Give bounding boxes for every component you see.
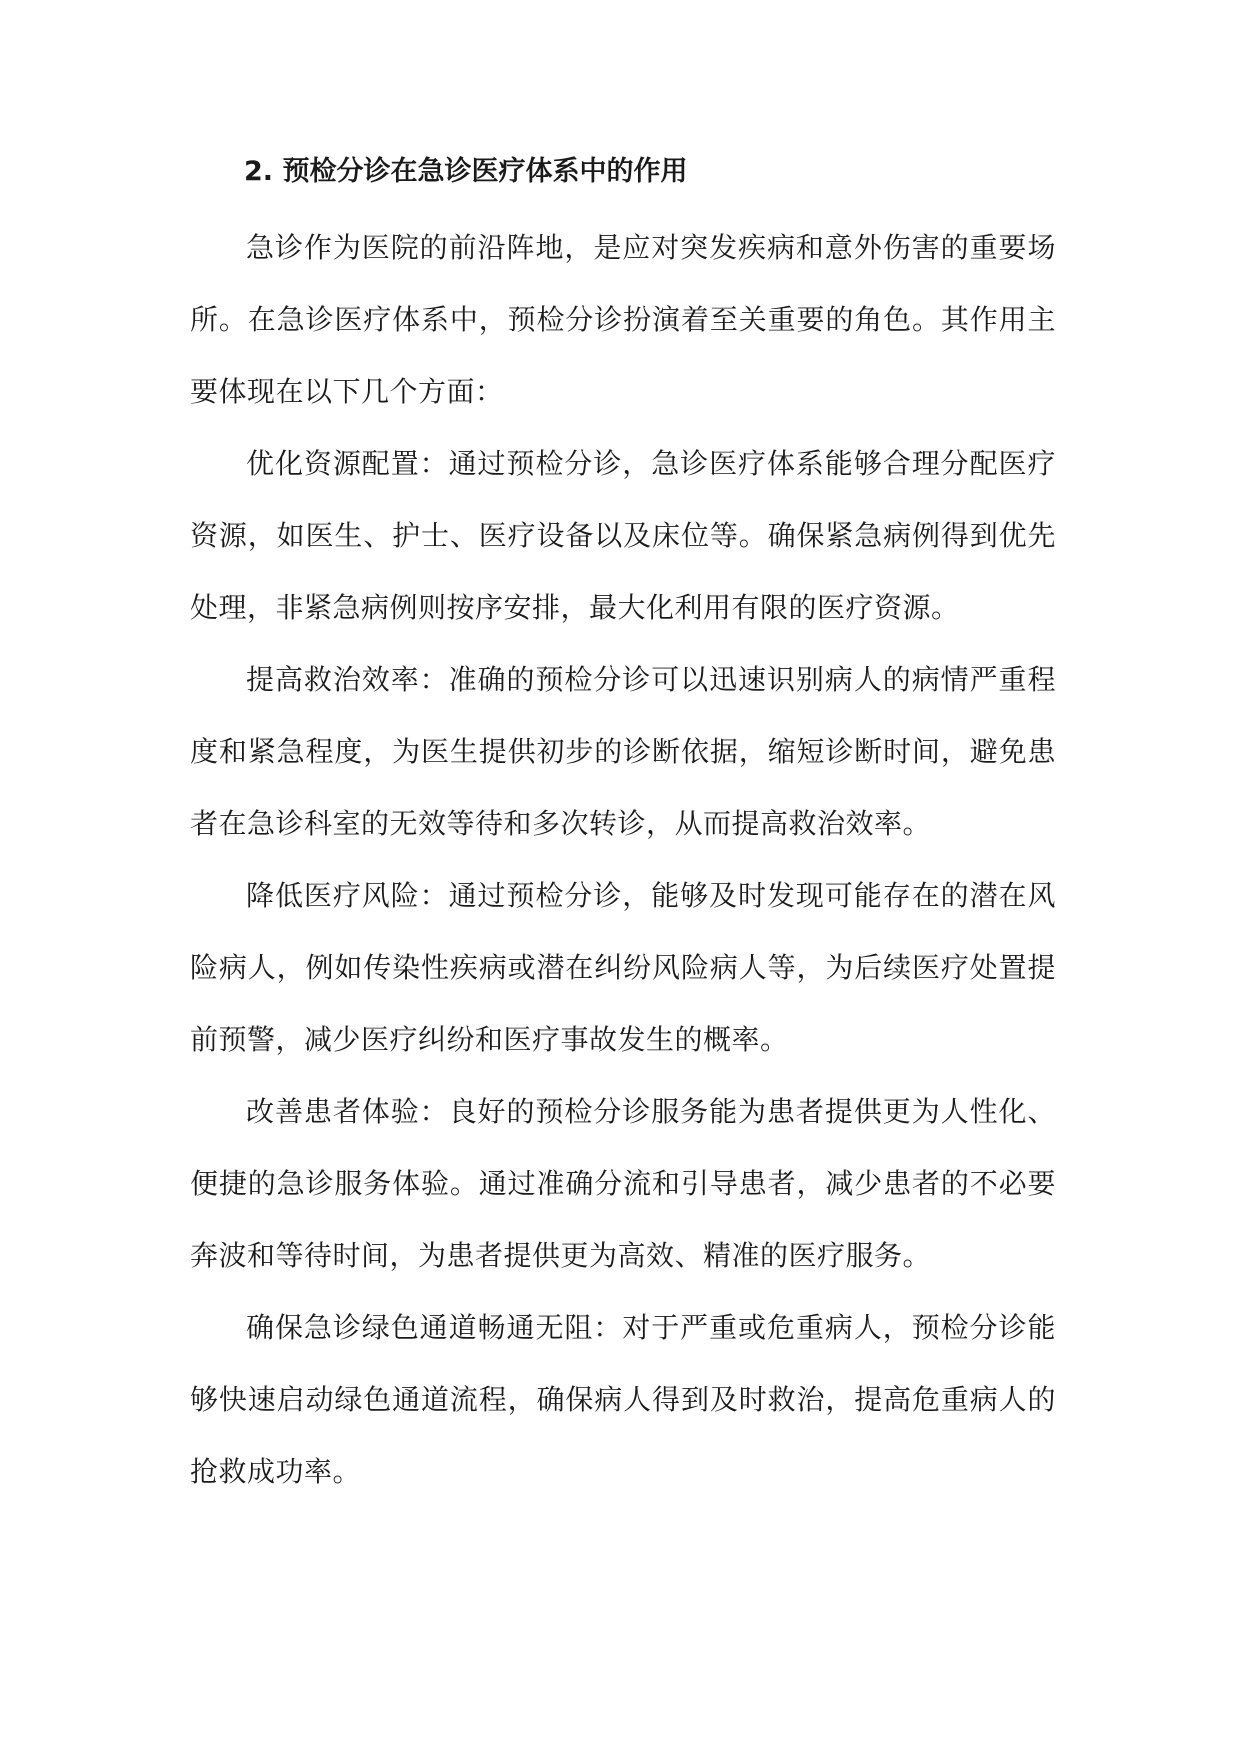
paragraph-resource-allocation: 优化资源配置：通过预检分诊，急诊医疗体系能够合理分配医疗资源，如医生、护士、医疗设备以及床位等。确保紧急病例得到优先处理，非紧急病例则按序安排，最大化利用有限的医疗资源。 xyxy=(190,447,1056,624)
paragraph-patient-experience: 改善患者体验：良好的预检分诊服务能为患者提供更为人性化、便捷的急诊服务体验。通过准确分流和引导患者，减少患者的不必要奔波和等待时间，为患者提供更为高效、精准的医疗服务。 xyxy=(190,1095,1056,1272)
paragraph-medical-risk: 降低医疗风险：通过预检分诊，能够及时发现可能存在的潜在风险病人，例如传染性疾病或潜在纠纷风险病人等，为后续医疗处置提前预警，减少医疗纠纷和医疗事故发生的概率。 xyxy=(190,879,1056,1056)
paragraph-treatment-efficiency: 提高救治效率：准确的预检分诊可以迅速识别病人的病情严重程度和紧急程度，为医生提供初步的诊断依据，缩短诊断时间，避免患者在急诊科室的无效等待和多次转诊，从而提高救治效率。 xyxy=(190,663,1056,840)
paragraph-green-channel: 确保急诊绿色通道畅通无阻：对于严重或危重病人，预检分诊能够快速启动绿色通道流程，确保病人得到及时救治，提高危重病人的抢救成功率。 xyxy=(190,1311,1056,1488)
paragraph-intro: 急诊作为医院的前沿阵地，是应对突发疾病和意外伤害的重要场所。在急诊医疗体系中，预检分诊扮演着至关重要的角色。其作用主要体现在以下几个方面： xyxy=(190,231,1056,408)
document-body xyxy=(190,140,1056,1508)
section-heading: 2. 预检分诊在急诊医疗体系中的作用 xyxy=(244,156,688,187)
